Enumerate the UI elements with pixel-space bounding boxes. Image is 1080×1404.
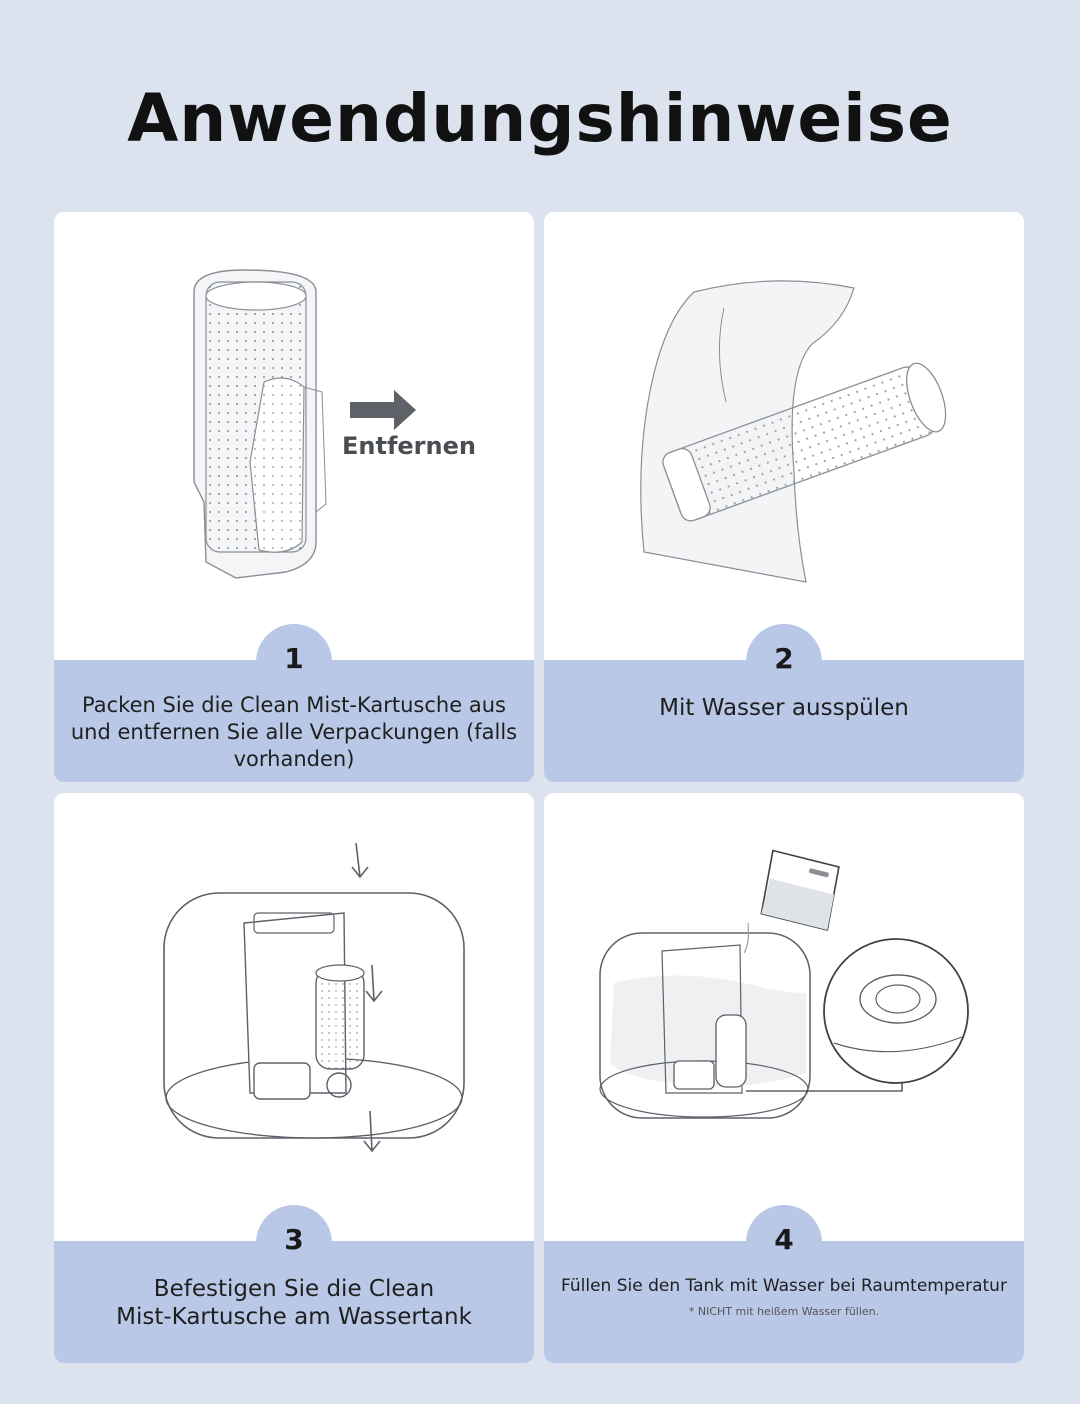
fill-tank-illustration xyxy=(544,793,1024,1243)
step-caption: Füllen Sie den Tank mit Wasser bei Raumtemperatur xyxy=(561,1276,1007,1296)
step-number-badge: 3 xyxy=(256,1205,332,1281)
unpack-cartridge-illustration xyxy=(54,212,534,662)
step-card-4 xyxy=(544,793,1024,1363)
step-caption xyxy=(64,1275,524,1331)
rinse-cartridge-illustration xyxy=(544,212,1024,662)
step-card-1 xyxy=(54,212,534,782)
step-note: * NICHT mit heißem Wasser füllen. xyxy=(688,1305,880,1318)
step-number-badge: 4 xyxy=(746,1205,822,1281)
step-number-badge: 1 xyxy=(256,624,332,700)
step-caption-line-1: Befestigen Sie die Clean xyxy=(153,1276,435,1302)
step-card-3 xyxy=(54,793,534,1363)
remove-label: Entfernen xyxy=(342,432,476,460)
step-caption-line-2: Mist-Kartusche am Wassertank xyxy=(116,1304,472,1330)
attach-cartridge-illustration xyxy=(54,793,534,1243)
step-caption: Mit Wasser ausspülen xyxy=(659,695,909,721)
step-number-badge: 2 xyxy=(746,624,822,700)
step-caption: Packen Sie die Clean Mist-Kartusche aus und entfernen Sie alle Verpackungen (falls vorhanden) xyxy=(70,693,518,771)
page-title: Anwendungshinweise xyxy=(127,80,953,157)
step-card-2 xyxy=(544,212,1024,782)
